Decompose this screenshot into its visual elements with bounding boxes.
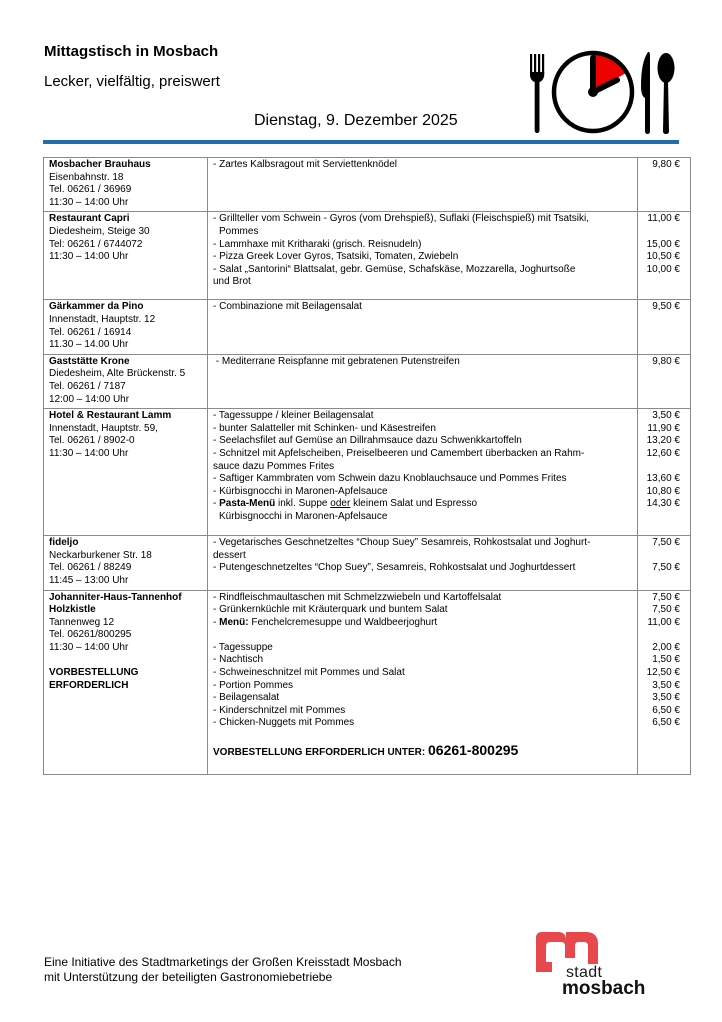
restaurant-name: Restaurant Capri bbox=[49, 213, 130, 225]
dish-item: - Schnitzel mit Apfelscheiben, Preiselbeeren und Camembert überbacken an Rahm- bbox=[213, 447, 585, 459]
dish-item: - Putengeschnetzeltes “Chop Suey”, Sesamreis, Rohkostsalat und Joghurtdessert bbox=[213, 562, 576, 574]
dish-item: - Nachtisch bbox=[213, 654, 264, 666]
dish-price: 12,60 € bbox=[646, 447, 680, 459]
dish-dash: - bbox=[213, 616, 220, 628]
restaurant-phone: Tel. 06261 / 88249 bbox=[49, 562, 132, 574]
dish-price: 7,50 € bbox=[652, 562, 680, 574]
dish-price: 2,00 € bbox=[652, 641, 680, 653]
dish-price: 11,90 € bbox=[647, 422, 680, 434]
table-row bbox=[44, 300, 691, 354]
dish-price: 9,80 € bbox=[652, 355, 680, 367]
restaurant-hours: 11:30 – 14:00 Uhr bbox=[49, 447, 129, 459]
restaurant-name: Hotel & Restaurant Lamm bbox=[49, 410, 172, 422]
table-row bbox=[44, 536, 691, 590]
dish-item: - Kinderschnitzel mit Pommes bbox=[213, 704, 346, 716]
footer-line: Eine Initiative des Stadtmarketings der Großen Kreisstadt Mosbach bbox=[44, 955, 402, 969]
restaurant-address: Innenstadt, Hauptstr. 12 bbox=[49, 313, 156, 325]
restaurant-address: Eisenbahnstr. 18 bbox=[49, 171, 124, 183]
dish-list bbox=[208, 536, 638, 590]
preorder-phone: 06261-800295 bbox=[428, 742, 519, 759]
dish-price: 10,00 € bbox=[646, 263, 680, 275]
restaurant-phone: Tel. 06261 / 7187 bbox=[49, 380, 126, 392]
fork-clock-knife-spoon-icon bbox=[524, 46, 684, 138]
restaurant-address: Diedesheim, Steige 30 bbox=[49, 225, 150, 237]
pasta-menu-text: inkl. Suppe bbox=[275, 498, 331, 510]
dish-price: 11,00 € bbox=[647, 616, 680, 628]
dish-item: - Kürbisgnocchi in Maronen-Apfelsauce bbox=[213, 485, 388, 497]
table-row bbox=[44, 354, 691, 408]
page-title: Mittagstisch in Mosbach bbox=[44, 43, 219, 60]
restaurant-address: Diedesheim, Alte Brückenstr. 5 bbox=[49, 368, 186, 380]
restaurant-hours: 11:30 – 14:00 Uhr bbox=[49, 196, 129, 208]
dish-price: 14,30 € bbox=[646, 498, 680, 510]
dish-item: - bunter Salatteller mit Schinken- und Käsestreifen bbox=[213, 422, 436, 434]
restaurant-hours: 12:00 – 14:00 Uhr bbox=[49, 393, 130, 405]
dish-price: 3,50 € bbox=[652, 679, 680, 691]
footer-line: mit Unterstützung der beteiligten Gastronomiebetriebe bbox=[44, 970, 333, 984]
dish-list bbox=[208, 158, 638, 212]
header-divider bbox=[43, 140, 679, 144]
restaurant-name: fideljo bbox=[49, 537, 79, 549]
dish-item: - Tagessuppe bbox=[213, 641, 273, 653]
preorder-label: VORBESTELLUNG ERFORDERLICH UNTER: bbox=[213, 747, 428, 759]
dish-price: 3,50 € bbox=[652, 410, 680, 422]
dish-item: - Vegetarisches Geschnetzeltes “Choup Suey” Sesamreis, Rohkostsalat und Joghurt- bbox=[213, 537, 591, 549]
menu-table bbox=[43, 157, 691, 775]
spoon-icon bbox=[658, 53, 675, 134]
dish-list bbox=[208, 300, 638, 354]
dish-item: - Salat „Santorini“ Blattsalat, gebr. Gemüse, Schafskäse, Mozzarella, Joghurtsoße bbox=[213, 263, 576, 275]
dish-item: - Lammhaxe mit Kritharaki (grisch. Reisnudeln) bbox=[213, 238, 422, 250]
price-list bbox=[638, 590, 691, 774]
preorder-note: VORBESTELLUNG bbox=[49, 667, 139, 679]
table-row bbox=[44, 158, 691, 212]
restaurant-info bbox=[44, 536, 208, 590]
restaurant-info bbox=[44, 354, 208, 408]
dish-list bbox=[208, 590, 638, 774]
restaurant-name: Mosbacher Brauhaus bbox=[49, 159, 151, 170]
price-list bbox=[638, 300, 691, 354]
knife-icon bbox=[641, 52, 650, 134]
dish-list bbox=[208, 354, 638, 408]
dish-price: 7,50 € bbox=[652, 604, 680, 616]
restaurant-address: Innenstadt, Hauptstr. 59, bbox=[49, 422, 158, 434]
fork-icon bbox=[530, 54, 544, 133]
restaurant-phone: Tel. 06261 / 8902-0 bbox=[49, 435, 135, 447]
logo-word-stadt: stadt bbox=[566, 964, 603, 981]
restaurant-info bbox=[44, 409, 208, 536]
restaurant-phone: Tel: 06261 / 6744072 bbox=[49, 238, 143, 250]
dish-price: 3,50 € bbox=[652, 692, 680, 704]
menu-date: Dienstag, 9. Dezember 2025 bbox=[254, 112, 458, 129]
dish-item: - Tagessuppe / kleiner Beilagensalat bbox=[213, 410, 374, 422]
table-row bbox=[44, 590, 691, 774]
restaurant-address: Neckarburkener Str. 18 bbox=[49, 549, 152, 561]
dish-item: - Portion Pommes bbox=[213, 679, 294, 691]
price-list bbox=[638, 212, 691, 300]
restaurant-hours: 11:30 – 14:00 Uhr bbox=[49, 641, 129, 653]
restaurant-name: Johanniter-Haus-Tannenhof bbox=[49, 591, 182, 603]
dish-item: - Seelachsfilet auf Gemüse an Dillrahmsauce dazu Schwenkkartoffeln bbox=[213, 435, 522, 447]
dish-item: - Schweineschnitzel mit Pommes und Salat bbox=[213, 667, 405, 679]
restaurant-name: Gärkammer da Pino bbox=[49, 301, 144, 313]
preorder-note: ERFORDERLICH bbox=[49, 679, 129, 691]
table-row bbox=[44, 409, 691, 536]
dish-price: 10,50 € bbox=[646, 251, 680, 263]
restaurant-hours: 11.30 – 14.00 Uhr bbox=[49, 339, 129, 351]
menu-text: Fenchelcremesuppe und Waldbeerjoghurt bbox=[248, 616, 438, 628]
clock-icon bbox=[554, 53, 632, 131]
dish-item: - Zartes Kalbsragout mit Serviettenknödel bbox=[213, 159, 397, 170]
preorder-notice bbox=[213, 744, 633, 760]
dish-item: - Grillteller vom Schwein - Gyros (vom Drehspieß), Suflaki (Fleischspieß) mit Tsatsiki, bbox=[213, 213, 590, 225]
dish-item: - Combinazione mit Beilagensalat bbox=[213, 301, 362, 313]
pasta-menu-label: Pasta-Menü bbox=[219, 498, 276, 510]
dish-price: 15,00 € bbox=[646, 238, 680, 250]
dish-price: 6,50 € bbox=[652, 717, 680, 729]
dish-price: 10,80 € bbox=[646, 485, 680, 497]
dish-price: 9,80 € bbox=[652, 159, 680, 170]
restaurant-hours: 11:30 – 14:00 Uhr bbox=[49, 251, 129, 263]
price-list bbox=[638, 536, 691, 590]
dish-item-continued: und Brot bbox=[213, 276, 251, 288]
dish-item-continued: Kürbisgnocchi in Maronen-Apfelsauce bbox=[219, 510, 388, 522]
price-list bbox=[638, 354, 691, 408]
restaurant-phone: Tel. 06261 / 36969 bbox=[49, 184, 132, 196]
dish-price: 13,20 € bbox=[646, 435, 680, 447]
pasta-menu-oder: oder bbox=[330, 498, 351, 510]
dish-dash: - bbox=[213, 498, 220, 510]
logo-word-mosbach: mosbach bbox=[562, 978, 646, 999]
dish-price: 1,50 € bbox=[652, 654, 680, 666]
dish-price: 7,50 € bbox=[652, 537, 680, 549]
dish-item-continued: Pommes bbox=[219, 225, 259, 237]
dish-item: - Beilagensalat bbox=[213, 692, 280, 704]
dish-item: - Chicken-Nuggets mit Pommes bbox=[213, 717, 355, 729]
dish-item: - Grünkernküchle mit Kräuterquark und buntem Salat bbox=[213, 604, 448, 616]
dish-price: 9,50 € bbox=[652, 301, 680, 313]
restaurant-info bbox=[44, 590, 208, 774]
restaurant-info bbox=[44, 212, 208, 300]
table-row bbox=[44, 212, 691, 300]
dish-price: 11,00 € bbox=[647, 213, 680, 225]
dish-list bbox=[208, 212, 638, 300]
price-list bbox=[638, 158, 691, 212]
restaurant-phone: Tel. 06261 / 16914 bbox=[49, 326, 132, 338]
dish-price: 12,50 € bbox=[646, 667, 680, 679]
restaurant-info bbox=[44, 158, 208, 212]
page-subtitle: Lecker, vielfältig, preiswert bbox=[44, 73, 220, 90]
dish-item-pasta-menu bbox=[213, 498, 633, 511]
dish-item-continued: sauce dazu Pommes Frites bbox=[213, 460, 335, 472]
restaurant-info bbox=[44, 300, 208, 354]
dish-item: - Saftiger Kammbraten vom Schwein dazu Knoblauchsauce und Pommes Frites bbox=[213, 473, 567, 485]
dish-list bbox=[208, 409, 638, 536]
restaurant-hours: 11:45 – 13:00 Uhr bbox=[49, 574, 129, 586]
footer-text bbox=[44, 955, 402, 985]
restaurant-address: Tannenweg 12 bbox=[49, 616, 115, 628]
dish-price: 6,50 € bbox=[652, 704, 680, 716]
pasta-menu-text: kleinem Salat und Espresso bbox=[350, 498, 478, 510]
dish-price: 13,60 € bbox=[646, 473, 680, 485]
restaurant-name: Gaststätte Krone bbox=[49, 355, 130, 367]
restaurant-name-line2: Holzkistle bbox=[49, 604, 96, 616]
dish-item: - Rindfleischmaultaschen mit Schmelzzwiebeln und Kartoffelsalat bbox=[213, 591, 502, 603]
dish-item: - Pizza Greek Lover Gyros, Tsatsiki, Tomaten, Zwiebeln bbox=[213, 251, 459, 263]
dish-item: - Mediterrane Reispfanne mit gebratenen Putenstreifen bbox=[213, 355, 460, 367]
dish-price: 7,50 € bbox=[652, 591, 680, 603]
menu-label: Menü: bbox=[219, 616, 249, 628]
dish-item-menu bbox=[213, 617, 633, 630]
restaurant-phone: Tel. 06261/800295 bbox=[49, 629, 132, 641]
dish-item-continued: dessert bbox=[213, 549, 246, 561]
price-list bbox=[638, 409, 691, 536]
